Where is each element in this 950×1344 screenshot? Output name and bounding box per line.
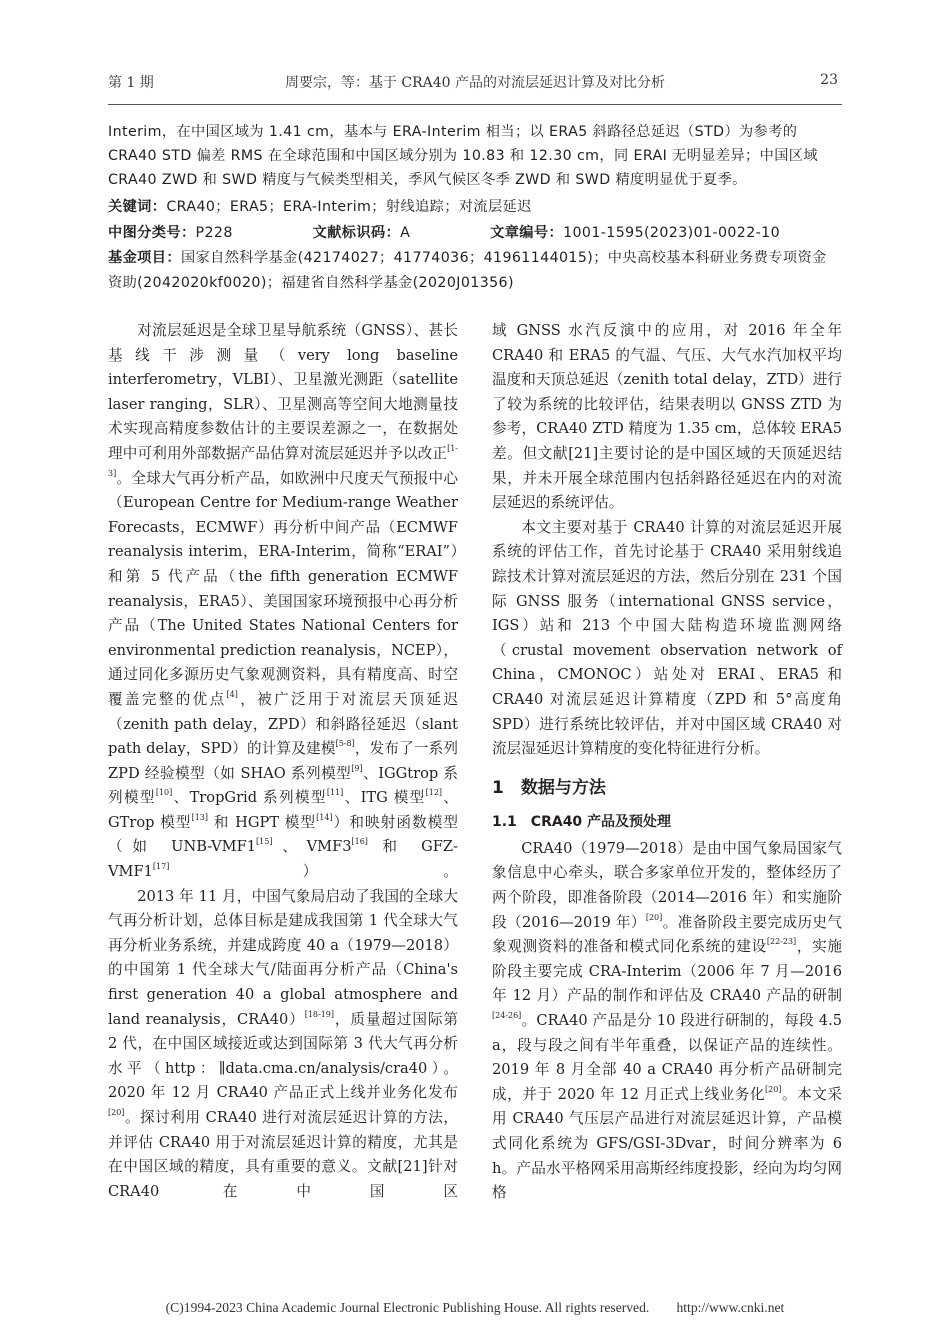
keywords xyxy=(108,195,842,219)
section-heading: 1 数据与方法 xyxy=(492,777,606,798)
citation: [14] xyxy=(316,812,333,822)
citation: [13] xyxy=(191,812,208,822)
header-rule xyxy=(108,104,842,105)
doc-code-value: A xyxy=(400,225,411,241)
intro-paragraph-2: 2013 年 11 月，中国气象局启动了我国的全球大气再分析计划，总体目标是建成我国第 1 代全球大气再分析业务系统，并建成跨度 40 a（1979—2018）的中国第 1 代全球大气/陆面再分析产品（China's first generation 40 a global atmosphere and land reanalysis，CRA40）[18-19]，质量超过国际第 2 代，在中国区域接近或达到国际第 3 代大气再分析水平（http：∥data.cma.cn/analysis/cra40）。2020 年 12 月 CRA40 产品正式上线并业务化发布[20]。探讨利用 CRA40 进行对流层延迟计算的方法，并评估 CRA40 用于对流层延迟计算的精度，尤其是在中国区域的精度，具有重要的意义。文献[21]针对 CRA40 在中国区 xyxy=(108,887,458,1200)
left-column xyxy=(108,319,458,1204)
section-paragraph-1: CRA40（1979—2018）是由中国气象局国家气象信息中心牵头，联合多家单位开发的，整体经历了两个阶段，即准备阶段（2014—2016 年）和实施阶段（2016—2019 年）[20]。准备阶段主要完成历史气象观测资料的准备和模式同化系统的建设[22-23]，实施阶段主要完成 CRA-Interim（2006 年 7 月—2016 年 12 月）产品的制作和评估及 CRA40 产品的研制[24-26]。CRA40 产品是分 10 段进行研制的，每段 4.5 a，段与段之间有半年重叠，以保证产品的连续性。2019 年 8 月全部 40 a CRA40 再分析产品研制完成，并于 2020 年 12 月正式上线业务化[20]。本文采用 CRA40 气压层产品进行对流层延迟计算，产品模式同化系统为 GFS/GSI-3Dvar，时间分辨率为 6 h。产品水平格网采用高斯经纬度投影，经向为均匀网格 xyxy=(492,839,842,1202)
article-number-label: 文章编号： xyxy=(490,225,564,241)
citation: [1-3] xyxy=(108,443,458,478)
citation: [20] xyxy=(108,1108,125,1117)
citation: [15] xyxy=(256,837,273,847)
page-number: 23 xyxy=(820,72,838,88)
intro-paragraph-1: 对流层延迟是全球卫星导航系统（GNSS）、甚长基线干涉测量（very long baseline interferometry，VLBI）、卫星激光测距（satellite laser ranging，SLR）、卫星测高等空间大地测量技术实现高精度参数估计的主要误差源之一，在数据处理中可利用外部数据产品估算对流层延迟并予以改正[1-3]。全球大气再分析产品，如欧洲中尺度天气预报中心（European Centre for Medium-range Weather Forecasts，ECMWF）再分析中间产品（ECMWF reanalysis interim，ERA-Interim，简称“ERAI”）和第 5 代产品（the fifth generation ECMWF reanalysis，ERA5）、美国国家环境预报中心再分析产品（The United States National Centers for environmental prediction reanalysis，NCEP），通过同化多源历史气象观测资料，具有精度高、时空覆盖完整的优点[4]，被广泛用于对流层天顶延迟（zenith path delay，ZPD）和斜路径延迟（slant path delay，SPD）的计算及建模[5-8]，发布了一系列 ZPD 经验模型（如 SHAO 系列模型[9]、IGGtrop 系列模型[10]、TropGrid 系列模型[11]、ITG 模型[12]、GTrop 模型[13] 和 HGPT 模型[14]）和映射函数模型（如 UNB-VMF1[15]、VMF3[16] 和 GFZ-VMF1[17]）。 xyxy=(108,322,458,881)
funding-line-1 xyxy=(108,246,842,270)
clc-value: P228 xyxy=(195,225,233,241)
keywords-label: 关键词： xyxy=(108,199,167,215)
intro-paragraph-3: 域 GNSS 水汽反演中的应用，对 2016 年全年 CRA40 和 ERA5 的气温、气压、大气水汽加权平均温度和天顶总延迟（zenith total delay，ZTD）进行了较为系统的比较评估，结果表明以 GNSS ZTD 为参考，CRA40 ZTD 精度为 1.35 cm，总体较 ERA5 差。但文献[21]主要讨论的是中国区域的天顶延迟结果，并未开展全球范围内包括斜路径延迟在内的对流层延迟的系统评估。 xyxy=(492,322,842,512)
citation: [18-19] xyxy=(304,1009,335,1019)
funding-text-1: 国家自然科学基金(42174027；41774036；41961144015)；中央高校基本科研业务费专项资金 xyxy=(180,250,827,266)
citation: [5-8] xyxy=(335,739,355,749)
intro-paragraph-4: 本文主要对基于 CRA40 计算的对流层延迟开展系统的评估工作，首先讨论基于 CRA40 采用射线追踪技术计算对流层延迟的方法，然后分别在 231 个国际 GNSS 服务（international GNSS service，IGS）站和 213 个中国大陆构造环境监测网络（crustal movement observation network of China，CMONOC）站处对 ERAI、ERA5 和 CRA40 对流层延迟计算精度（ZPD 和 5°高度角 SPD）进行系统比较评估，并对中国区域 CRA40 对流层湿延迟计算精度的变化特征进行分析。 xyxy=(492,518,842,758)
citation: [10] xyxy=(155,788,173,798)
clc-label: 中图分类号： xyxy=(108,225,196,241)
right-column xyxy=(492,319,842,1206)
keywords-text: CRA40；ERA5；ERA-Interim；射线追踪；对流层延迟 xyxy=(166,199,532,215)
funding-label: 基金项目： xyxy=(108,250,181,266)
subsection-heading: 1.1 CRA40 产品及预处理 xyxy=(492,814,672,831)
citation: [20] xyxy=(765,1084,782,1094)
citation: [22-23] xyxy=(766,937,797,947)
abstract-line-3: CRA40 ZWD 和 SWD 精度与气候类型相关，季风气候区冬季 ZWD 和 SWD 精度明显优于夏季。 xyxy=(108,172,747,188)
citation: [17] xyxy=(152,862,170,872)
classification-line xyxy=(108,221,842,245)
copyright-footer: (C)1994-2023 China Academic Journal Electronic Publishing House. All rights reserved. http://www.cnki.net xyxy=(165,1300,785,1315)
article-number-value: 1001-1595(2023)01-0022-10 xyxy=(563,225,781,241)
citation: [16] xyxy=(351,837,368,847)
doc-code-label: 文献标识码： xyxy=(312,225,401,241)
abstract-line-2: CRA40 STD 偏差 RMS 在全球范围和中国区域分别为 10.83 和 12.30 cm，同 ERAI 无明显差异；中国区域 xyxy=(108,148,818,164)
citation: [9] xyxy=(351,763,363,773)
funding-line-2: 资助(2042020kf0020)；福建省自然科学基金(2020J01356) xyxy=(108,275,514,291)
citation: [4] xyxy=(226,689,238,699)
citation: [11] xyxy=(326,788,344,798)
abstract-line-1: Interim，在中国区域为 1.41 cm，基本与 ERA-Interim 相当；以 ERA5 斜路径总延迟（STD）为参考的 xyxy=(108,124,798,140)
citation: [24-26] xyxy=(492,1011,522,1021)
citation: [20] xyxy=(645,912,663,922)
citation: [12] xyxy=(425,788,443,798)
running-title: 周要宗，等：基于 CRA40 产品的对流层延迟计算及对比分析 xyxy=(284,75,666,91)
journal-issue: 第 1 期 xyxy=(108,75,154,91)
